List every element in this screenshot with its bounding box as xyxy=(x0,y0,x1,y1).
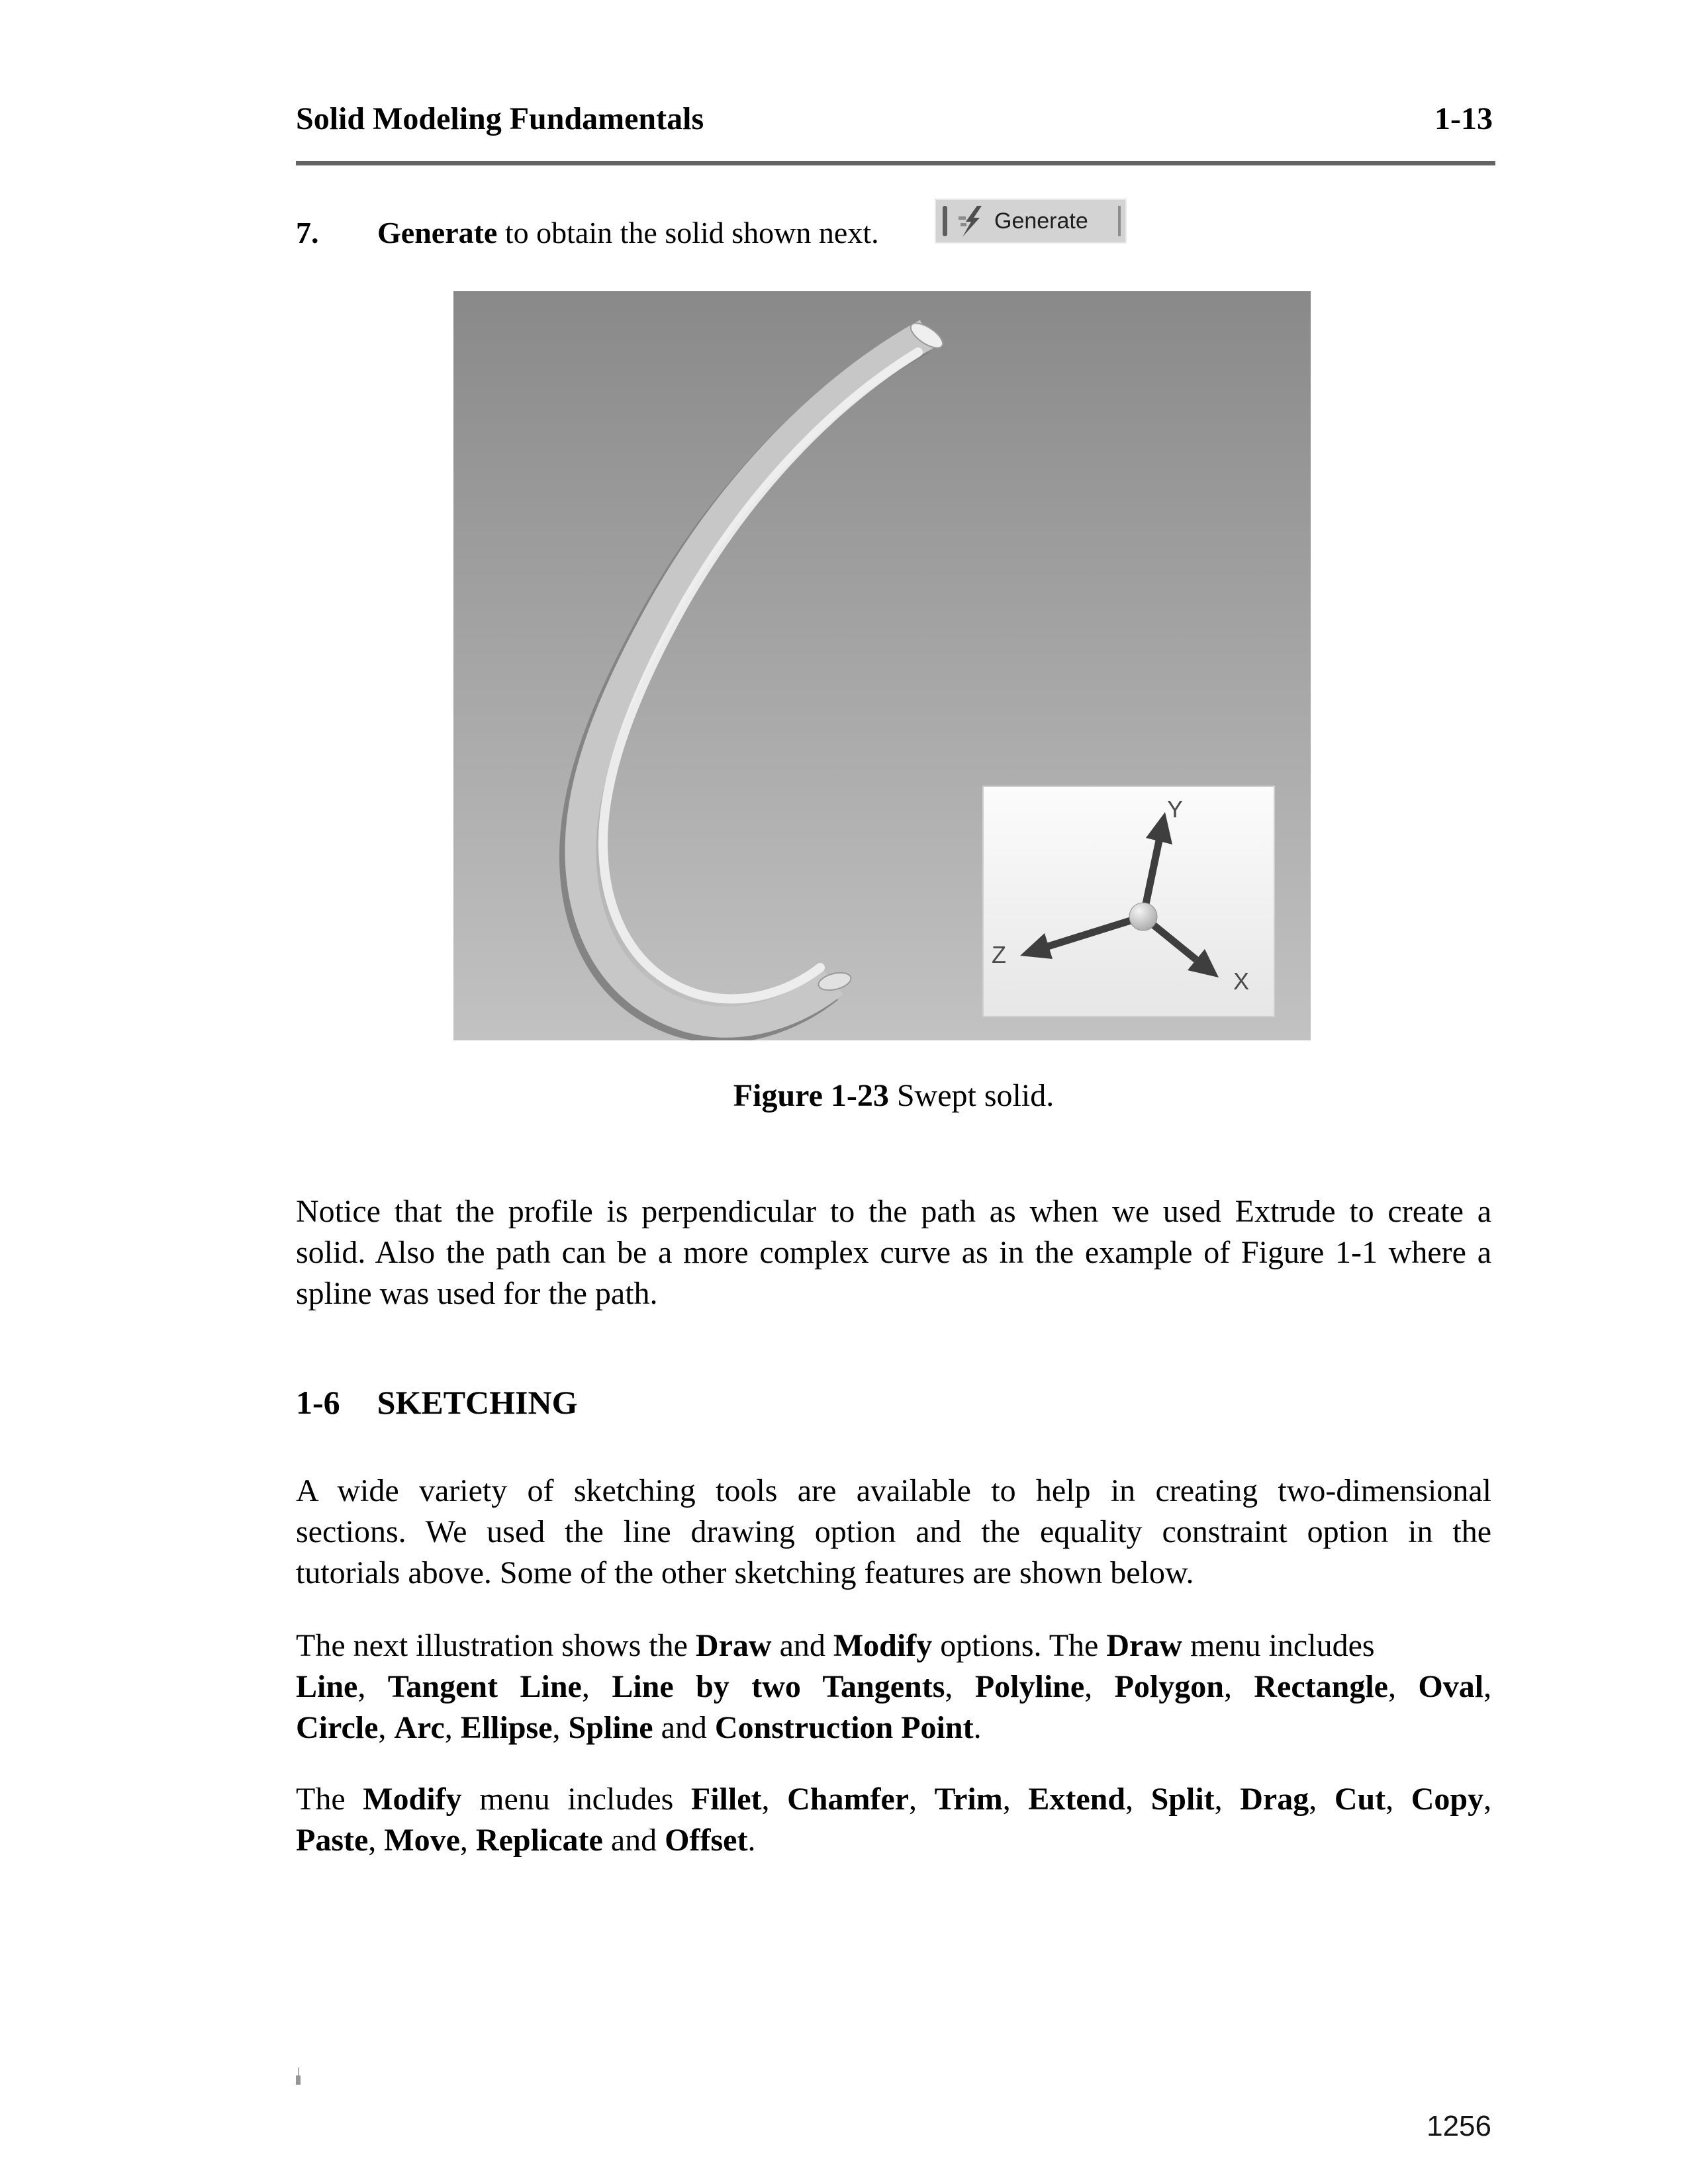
paragraph-sketch-line1: A wide variety of sketching tools are available to help in creating two-dimensional xyxy=(296,1473,1491,1508)
figure-caption-text: Swept solid. xyxy=(888,1078,1055,1113)
paragraph-draw-line1: The next illustration shows the Draw and Modify options. The Draw menu includes xyxy=(296,1628,1375,1663)
triad-panel xyxy=(983,786,1274,1017)
paragraph-notice-line3: spline was used for the path. xyxy=(296,1276,658,1311)
axis-triad xyxy=(983,786,1274,1017)
page-header-title: Solid Modeling Fundamentals xyxy=(296,101,704,136)
paragraph-sketch-line3: tutorials above. Some of the other sketching features are shown below. xyxy=(296,1555,1194,1590)
section-heading xyxy=(296,1383,578,1422)
generate-button-label: Generate xyxy=(994,208,1088,234)
x-axis-label: X xyxy=(1233,968,1250,995)
section-number: 1-6 xyxy=(296,1384,340,1421)
step-verb: Generate xyxy=(377,216,498,250)
lightning-icon xyxy=(957,205,989,238)
generate-button-image xyxy=(935,199,1127,244)
swept-solid-figure xyxy=(453,291,1311,1040)
z-axis-label: Z xyxy=(992,941,1006,968)
step-number: 7. xyxy=(296,216,319,250)
triad-origin-sphere xyxy=(1129,903,1157,931)
figure-caption xyxy=(296,1077,1491,1114)
stray-mark xyxy=(296,2068,301,2086)
figure-caption-label: Figure 1-23 xyxy=(733,1078,889,1113)
paragraph-notice-line1: Notice that the profile is perpendicular to the path as when we used Extrude to create a xyxy=(296,1194,1491,1229)
y-axis-label: Y xyxy=(1166,796,1184,823)
toolbar-separator xyxy=(1118,206,1121,236)
paragraph-modify-line1: The Modify menu includes Fillet, Chamfer, Trim, Extend, Split, Drag, Cut, Copy, xyxy=(296,1782,1492,1817)
paragraph-draw-line2: Line, Tangent Line, Line by two Tangents, Polyline, Polygon, Rectangle, Oval, xyxy=(296,1669,1492,1704)
section-title: SKETCHING xyxy=(377,1384,578,1421)
footer-page-number: 1256 xyxy=(1427,2110,1491,2142)
paragraph-modify-line2: Paste, Move, Replicate and Offset. xyxy=(296,1823,756,1858)
step-text: to obtain the solid shown next. xyxy=(497,216,879,250)
page-header-number: 1-13 xyxy=(1434,101,1493,136)
paragraph-notice-line2: solid. Also the path can be a more complex curve as in the example of Figure 1-1 where a xyxy=(296,1235,1491,1270)
paragraph-sketch-line2: sections. We used the line drawing option and the equality constraint option in the xyxy=(296,1514,1491,1549)
paragraph-draw-line3: Circle, Arc, Ellipse, Spline and Construction Point. xyxy=(296,1710,982,1745)
step-7-line xyxy=(296,213,1491,253)
header-rule xyxy=(296,161,1495,165)
toolbar-grip-icon xyxy=(943,206,947,236)
